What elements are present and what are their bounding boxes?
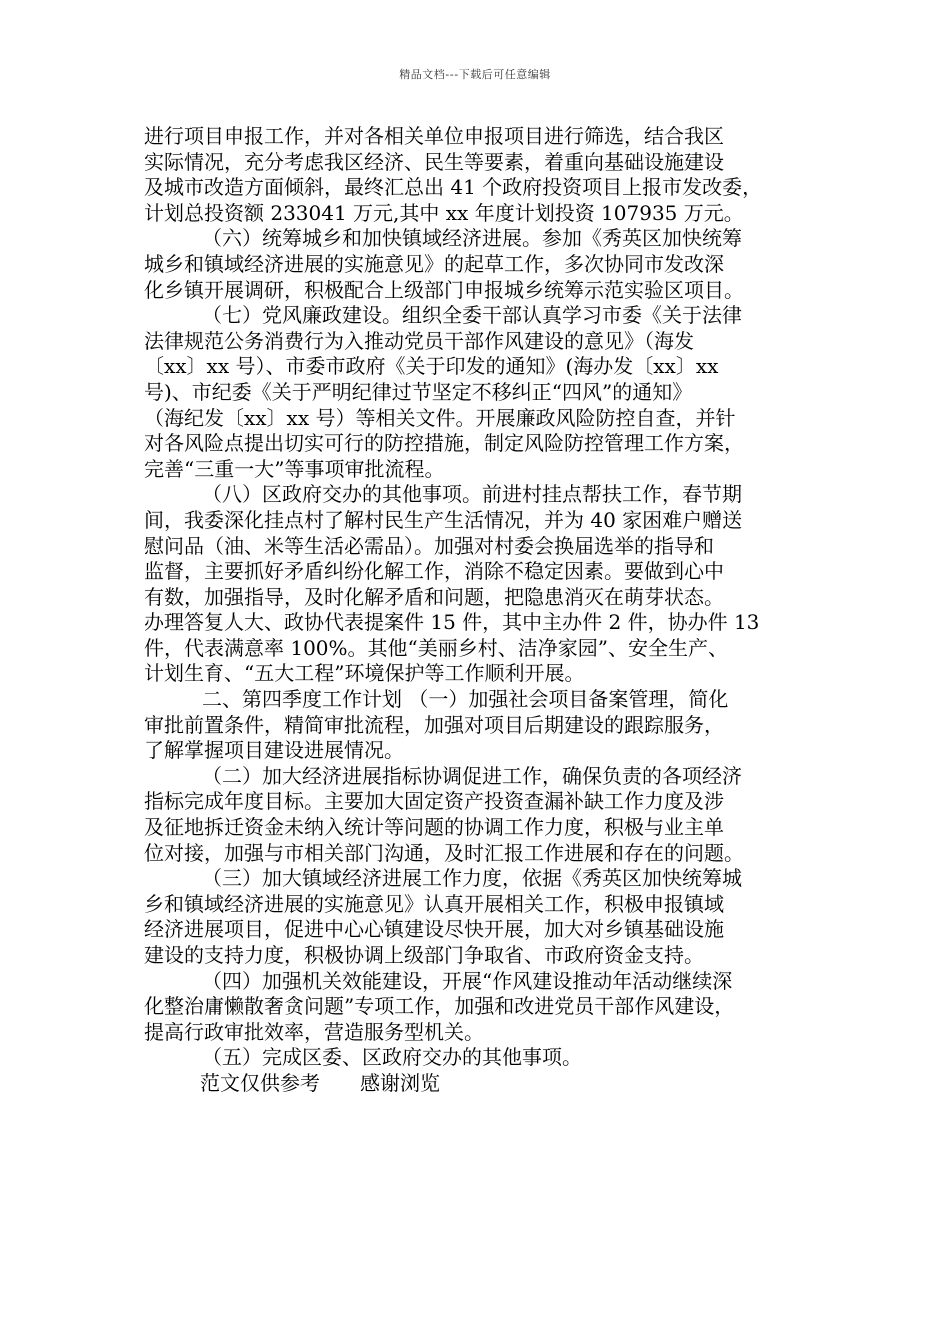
section-heading-line: 二、第四季度工作计划 （一）加强社会项目备案管理，简化 [202,687,729,712]
text-line: 建设的支持力度，积极协调上级部门争取省、市政府资金支持。 [144,943,704,967]
text-line: 法律规范公务消费行为入推动党员干部作风建设的意见》（海发 [144,328,694,353]
text-line: 〔xx〕xx 号）、市委市政府《关于印发的通知》(海办发〔xx〕xx [144,354,719,379]
section-heading-line: （七）党风廉政建设。组织全委干部认真学习市委《关于法律 [202,303,742,328]
section-heading-line: （五）完成区委、区政府交办的其他事项。 [202,1045,582,1070]
closing-line: 范文仅供参考 感谢浏览 [200,1070,440,1095]
text-line: （海纪发〔xx〕xx 号）等相关文件。开展廉政风险防控自查，并针 [144,405,736,430]
text-line: 实际情况，充分考虑我区经济、民生等要素，着重向基础设施建设 [144,149,724,174]
text-line: 慰问品（油、米等生活必需品）。加强对村委会换届选举的指导和 [144,533,714,558]
text-line: 城乡和镇域经济进展的实施意见》的起草工作，多次协同市发改深 [144,251,724,276]
text-line: 对各风险点提出切实可行的防控措施，制定风险防控管理工作方案， [144,431,744,456]
text-line: 经济进展项目，促进中心心镇建设尽快开展，加大对乡镇基础设施 [144,917,724,942]
text-line: 有数，加强指导，及时化解矛盾和问题，把隐患消灭在萌芽状态。 [144,584,724,609]
section-heading-line: （八）区政府交办的其他事项。前进村挂点帮扶工作，春节期 [202,482,742,507]
text-line: 间，我委深化挂点村了解村民生产生活情况，并为 40 家困难户赠送 [144,507,743,532]
section-heading-line: （六）统筹城乡和加快镇域经济进展。参加《秀英区加快统筹 [202,226,742,251]
text-line: 监督，主要抓好矛盾纠纷化解工作，消除不稳定因素。要做到心中 [144,559,724,584]
text-line: 完善“三重一大”等事项审批流程。 [144,456,445,481]
text-line: 号)、市纪委《关于严明纪律过节坚定不移纠正“四风”的通知》 [144,379,693,404]
text-line: 计划总投资额 233041 万元,其中 xx 年度计划投资 107935 万元。 [144,200,744,225]
text-line: 及征地拆迁资金未纳入统计等问题的协调工作力度，积极与业主单 [144,815,724,840]
text-line: 件，代表满意率 100%。其他“美丽乡村、洁净家园”、安全生产、 [144,635,728,660]
section-heading-line: （三）加大镇域经济进展工作力度，依据《秀英区加快统筹城 [202,866,742,891]
text-line: 化整治庸懒散奢贪问题”专项工作，加强和改进党员干部作风建设， [144,994,735,1019]
text-line: 位对接，加强与市相关部门沟通，及时汇报工作进展和存在的问题。 [144,840,744,865]
text-line: 办理答复人大、政协代表提案件 15 件，其中主办件 2 件，协办件 13 [144,610,760,635]
text-line: 进行项目申报工作，并对各相关单位申报项目进行筛选，结合我区 [144,124,724,148]
text-line: 及城市改造方面倾斜，最终汇总出 41 个政府投资项目上报市发改委， [144,175,763,200]
text-line: 指标完成年度目标。主要加大固定资产投资查漏补缺工作力度及涉 [144,789,724,814]
page-header: 精品文档---下载后可任意编辑 [399,68,551,81]
text-line: 化乡镇开展调研，积极配合上级部门申报城乡统筹示范实验区项目。 [144,277,744,302]
text-line: 审批前置条件，精简审批流程，加强对项目后期建设的跟踪服务， [144,712,724,737]
document-body [144,124,814,1097]
text-line: 乡和镇域经济进展的实施意见》认真开展相关工作，积极申报镇域 [144,891,724,916]
section-heading-line: （四）加强机关效能建设，开展“作风建设推动年活动继续深 [202,968,733,993]
text-line: 了解掌握项目建设进展情况。 [144,738,404,763]
text-line: 提高行政审批效率，营造服务型机关。 [144,1019,484,1044]
section-heading-line: （二）加大经济进展指标协调促进工作，确保负责的各项经济 [202,763,742,788]
text-line: 计划生育、“五大工程”环境保护等工作顺利开展。 [144,661,585,686]
